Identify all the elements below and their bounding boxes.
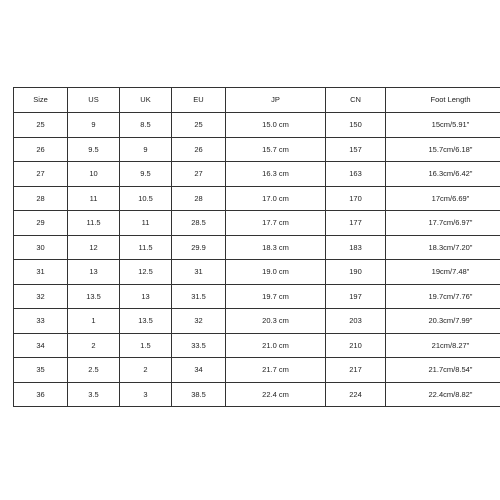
cell-size: 31 xyxy=(14,260,68,285)
cell-cn: 203 xyxy=(326,309,386,334)
cell-uk: 8.5 xyxy=(120,113,172,138)
cell-uk: 2 xyxy=(120,358,172,383)
cell-eu: 28.5 xyxy=(172,211,226,236)
cell-foot-length: 16.3cm/6.42" xyxy=(386,162,500,187)
cell-jp: 15.7 cm xyxy=(226,137,326,162)
cell-uk: 11.5 xyxy=(120,235,172,260)
table-row xyxy=(14,333,500,358)
cell-size: 36 xyxy=(14,382,68,407)
table-row xyxy=(14,260,500,285)
cell-size: 26 xyxy=(14,137,68,162)
cell-eu: 34 xyxy=(172,358,226,383)
table-row xyxy=(14,113,500,138)
cell-uk: 13 xyxy=(120,284,172,309)
cell-us: 11 xyxy=(68,186,120,211)
table-row xyxy=(14,382,500,407)
header-eu: EU xyxy=(172,88,226,113)
cell-foot-length: 21.7cm/8.54" xyxy=(386,358,500,383)
cell-eu: 31.5 xyxy=(172,284,226,309)
cell-size: 32 xyxy=(14,284,68,309)
table-row xyxy=(14,137,500,162)
cell-size: 35 xyxy=(14,358,68,383)
cell-eu: 32 xyxy=(172,309,226,334)
cell-foot-length: 15cm/5.91" xyxy=(386,113,500,138)
cell-cn: 210 xyxy=(326,333,386,358)
cell-foot-length: 19.7cm/7.76" xyxy=(386,284,500,309)
table-row xyxy=(14,162,500,187)
cell-jp: 20.3 cm xyxy=(226,309,326,334)
cell-size: 33 xyxy=(14,309,68,334)
cell-size: 34 xyxy=(14,333,68,358)
cell-cn: 190 xyxy=(326,260,386,285)
header-jp: JP xyxy=(226,88,326,113)
table-header-row xyxy=(14,88,500,113)
cell-eu: 26 xyxy=(172,137,226,162)
cell-foot-length: 17.7cm/6.97" xyxy=(386,211,500,236)
cell-uk: 1.5 xyxy=(120,333,172,358)
header-uk: UK xyxy=(120,88,172,113)
cell-us: 12 xyxy=(68,235,120,260)
cell-cn: 170 xyxy=(326,186,386,211)
cell-us: 13 xyxy=(68,260,120,285)
cell-foot-length: 20.3cm/7.99" xyxy=(386,309,500,334)
cell-us: 11.5 xyxy=(68,211,120,236)
cell-jp: 19.7 cm xyxy=(226,284,326,309)
cell-us: 1 xyxy=(68,309,120,334)
cell-cn: 157 xyxy=(326,137,386,162)
cell-foot-length: 19cm/7.48" xyxy=(386,260,500,285)
cell-eu: 25 xyxy=(172,113,226,138)
cell-foot-length: 21cm/8.27" xyxy=(386,333,500,358)
cell-uk: 11 xyxy=(120,211,172,236)
cell-size: 25 xyxy=(14,113,68,138)
cell-foot-length: 17cm/6.69" xyxy=(386,186,500,211)
table-row xyxy=(14,358,500,383)
header-foot-length: Foot Length xyxy=(386,88,500,113)
cell-jp: 19.0 cm xyxy=(226,260,326,285)
cell-jp: 21.0 cm xyxy=(226,333,326,358)
cell-jp: 22.4 cm xyxy=(226,382,326,407)
cell-us: 2.5 xyxy=(68,358,120,383)
cell-us: 10 xyxy=(68,162,120,187)
cell-foot-length: 18.3cm/7.20" xyxy=(386,235,500,260)
table-row xyxy=(14,309,500,334)
cell-cn: 163 xyxy=(326,162,386,187)
table-row xyxy=(14,284,500,309)
cell-eu: 31 xyxy=(172,260,226,285)
cell-size: 29 xyxy=(14,211,68,236)
cell-jp: 17.0 cm xyxy=(226,186,326,211)
cell-cn: 183 xyxy=(326,235,386,260)
cell-size: 28 xyxy=(14,186,68,211)
cell-uk: 12.5 xyxy=(120,260,172,285)
cell-cn: 224 xyxy=(326,382,386,407)
cell-uk: 3 xyxy=(120,382,172,407)
cell-eu: 29.9 xyxy=(172,235,226,260)
cell-foot-length: 15.7cm/6.18" xyxy=(386,137,500,162)
cell-cn: 217 xyxy=(326,358,386,383)
cell-us: 2 xyxy=(68,333,120,358)
size-chart-table xyxy=(13,87,500,407)
table-row xyxy=(14,235,500,260)
cell-uk: 10.5 xyxy=(120,186,172,211)
cell-jp: 16.3 cm xyxy=(226,162,326,187)
cell-jp: 21.7 cm xyxy=(226,358,326,383)
cell-eu: 28 xyxy=(172,186,226,211)
cell-eu: 33.5 xyxy=(172,333,226,358)
header-cn: CN xyxy=(326,88,386,113)
cell-foot-length: 22.4cm/8.82" xyxy=(386,382,500,407)
cell-size: 30 xyxy=(14,235,68,260)
cell-uk: 13.5 xyxy=(120,309,172,334)
table-body xyxy=(14,113,500,407)
header-us: US xyxy=(68,88,120,113)
table-row xyxy=(14,211,500,236)
cell-uk: 9 xyxy=(120,137,172,162)
cell-us: 9 xyxy=(68,113,120,138)
cell-uk: 9.5 xyxy=(120,162,172,187)
cell-size: 27 xyxy=(14,162,68,187)
cell-cn: 197 xyxy=(326,284,386,309)
header-size: Size xyxy=(14,88,68,113)
cell-eu: 27 xyxy=(172,162,226,187)
table-row xyxy=(14,186,500,211)
cell-eu: 38.5 xyxy=(172,382,226,407)
cell-jp: 18.3 cm xyxy=(226,235,326,260)
cell-us: 3.5 xyxy=(68,382,120,407)
cell-jp: 15.0 cm xyxy=(226,113,326,138)
cell-us: 9.5 xyxy=(68,137,120,162)
cell-us: 13.5 xyxy=(68,284,120,309)
cell-jp: 17.7 cm xyxy=(226,211,326,236)
cell-cn: 177 xyxy=(326,211,386,236)
cell-cn: 150 xyxy=(326,113,386,138)
